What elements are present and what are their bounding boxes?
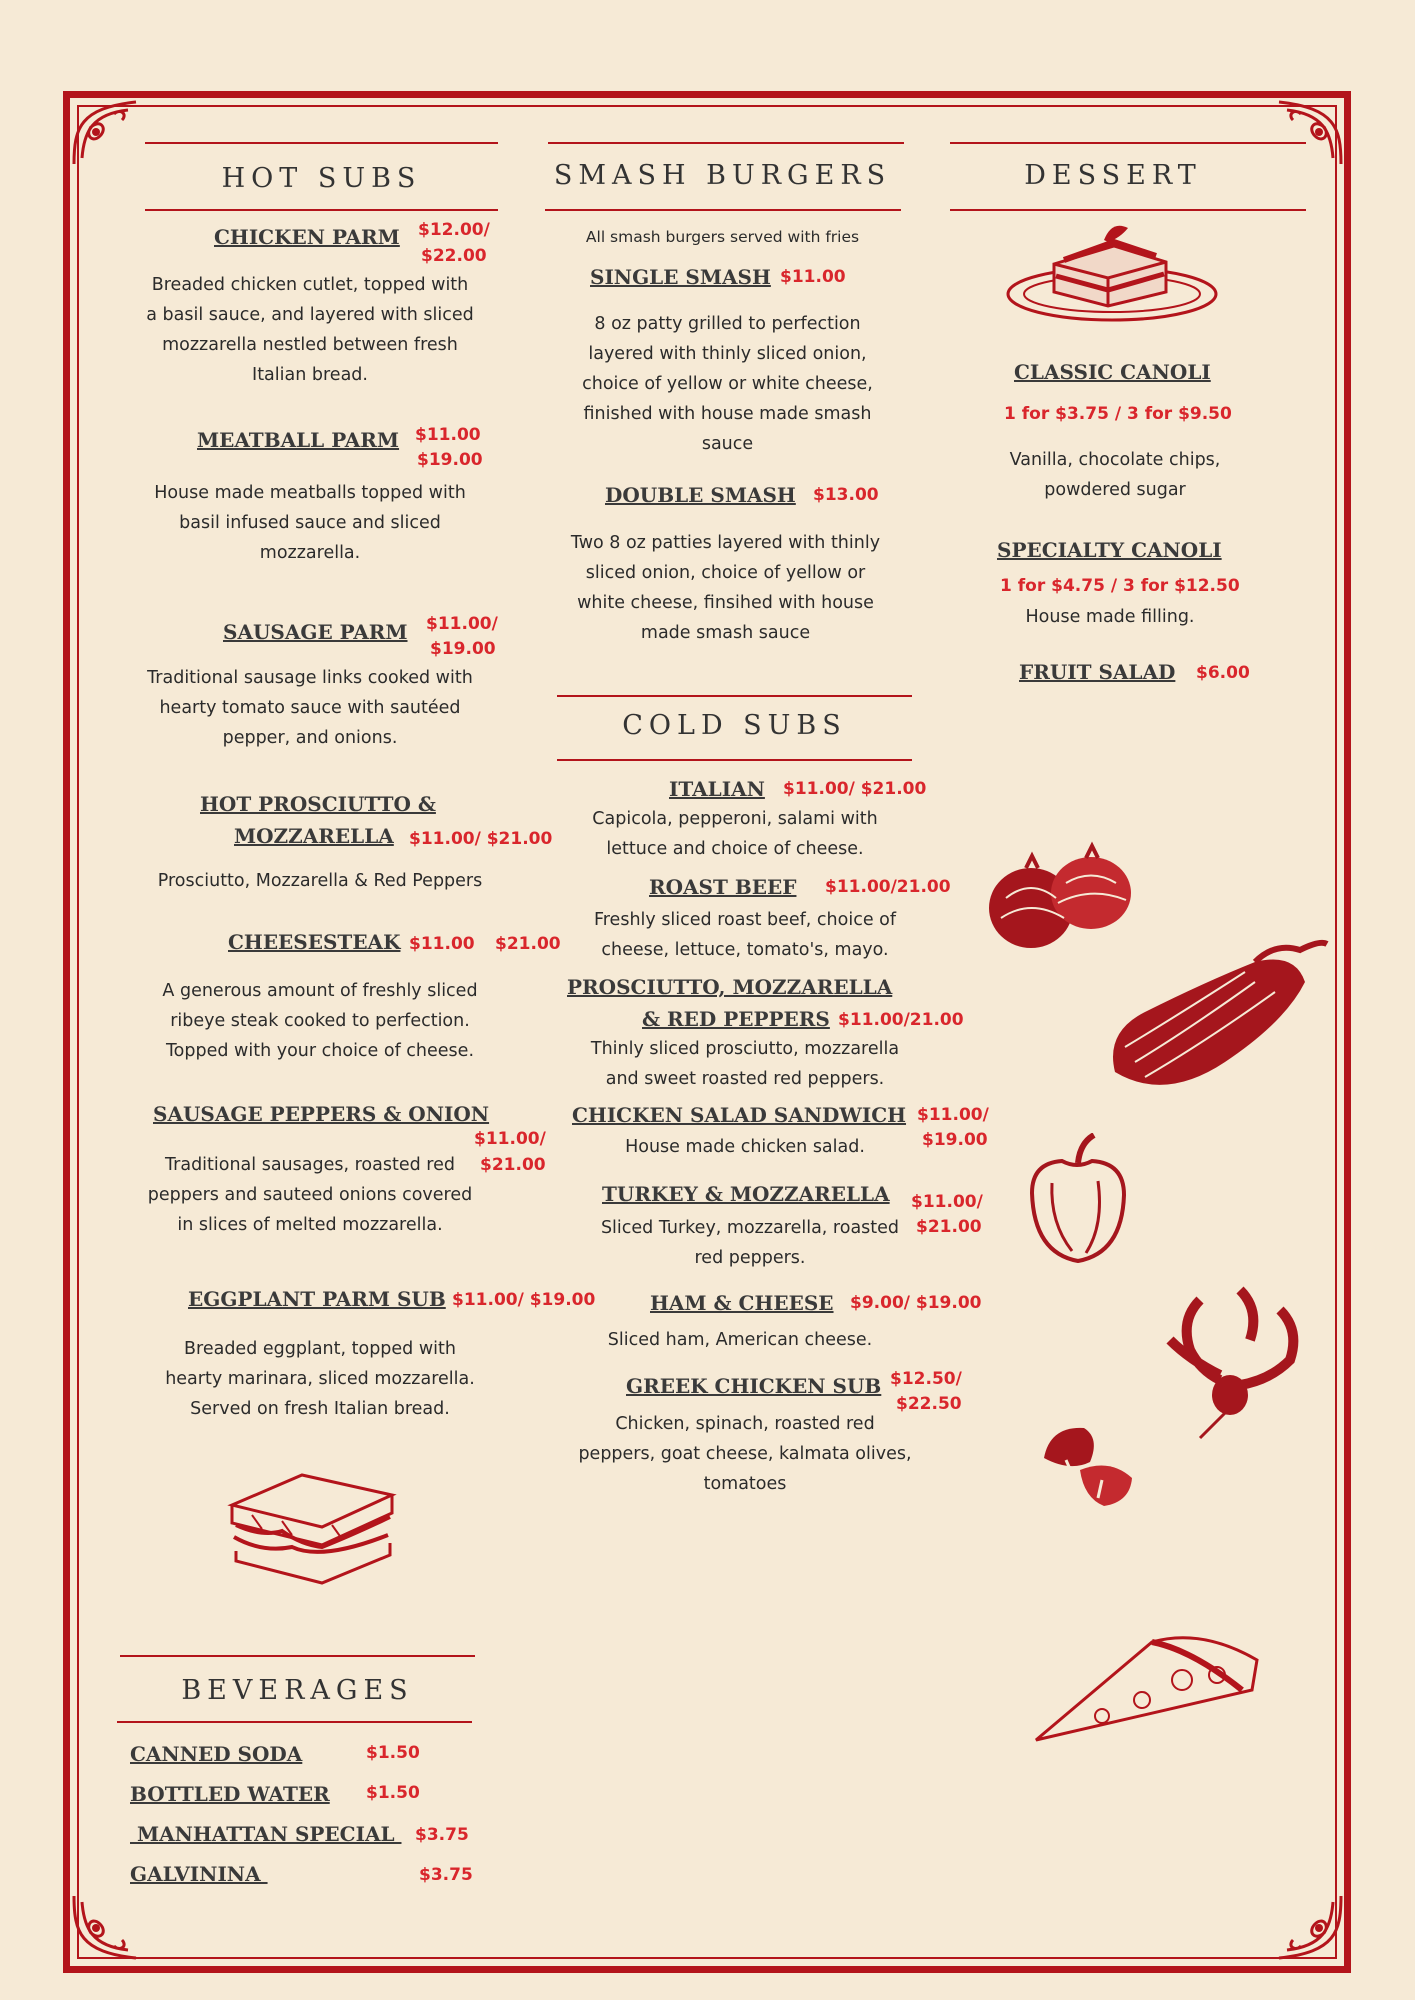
section-rule	[117, 1721, 472, 1723]
specialty-canoli-price: 1 for $4.75 / 3 for $12.50	[1000, 576, 1240, 596]
double-smash-price: $13.00	[813, 485, 879, 505]
chicken-parm-price: $12.00/	[418, 220, 490, 240]
ornament-corner-icon	[70, 1892, 140, 1962]
sausage-peppers-onion-price-2: $21.00	[480, 1155, 546, 1175]
section-rule	[557, 695, 912, 697]
fruit-salad-name: FRUIT SALAD	[1019, 660, 1176, 684]
manhattan-special-name: MANHATTAN SPECIAL	[130, 1822, 402, 1846]
bottled-water-name: BOTTLED WATER	[130, 1782, 330, 1806]
beverages-title: BEVERAGES	[181, 1675, 414, 1706]
cold-subs-title: COLD SUBS	[622, 710, 847, 741]
double-smash-name: DOUBLE SMASH	[605, 483, 796, 507]
canned-soda-name: CANNED SODA	[130, 1742, 303, 1766]
dessert-title: DESSERT	[1024, 160, 1202, 191]
sausage-peppers-onion-description: Traditional sausages, roasted red peppers and sauteed onions covered in slices of melted mozzarella.	[147, 1155, 473, 1235]
manhattan-special-price: $3.75	[415, 1825, 469, 1845]
bottled-water-price: $1.50	[366, 1783, 420, 1803]
roast-beef-description: Freshly sliced roast beef, choice of cheese, lettuce, tomato's, mayo.	[593, 910, 897, 960]
cheesesteak-description: A generous amount of freshly sliced ribeye steak cooked to perfection. Topped with your choice of cheese.	[162, 981, 478, 1061]
specialty-canoli-description: House made filling.	[1025, 607, 1195, 627]
sausage-peppers-onion-name: SAUSAGE PEPPERS & ONION	[153, 1102, 490, 1126]
hot-prosciutto-price: $11.00/ $21.00	[409, 829, 553, 849]
turkey-mozzarella-price-2: $21.00	[916, 1217, 982, 1237]
section-rule	[950, 209, 1306, 211]
prosciutto-mozzarella-name-2: & RED PEPPERS	[642, 1007, 830, 1031]
ham-cheese-name: HAM & CHEESE	[650, 1291, 834, 1315]
section-rule	[120, 1655, 475, 1657]
meatball-parm-name: MEATBALL PARM	[197, 428, 400, 452]
eggplant-icon	[1105, 932, 1330, 1106]
single-smash-name: SINGLE SMASH	[590, 265, 771, 289]
ham-cheese-description: Sliced ham, American cheese.	[607, 1330, 873, 1350]
chicken-salad-sandwich-name: CHICKEN SALAD SANDWICH	[572, 1103, 907, 1127]
ornament-corner-icon	[1275, 98, 1345, 168]
italian-price: $11.00/ $21.00	[783, 779, 927, 799]
turkey-mozzarella-name: TURKEY & MOZZARELLA	[602, 1182, 890, 1206]
section-rule	[950, 142, 1306, 144]
eggplant-parm-price: $11.00/ $19.00	[452, 1290, 596, 1310]
classic-canoli-price: 1 for $3.75 / 3 for $9.50	[1004, 404, 1232, 424]
beet-icon	[1160, 1280, 1310, 1444]
section-rule	[557, 759, 912, 761]
cheesesteak-price-2: $21.00	[495, 934, 561, 954]
hot-prosciutto-description: Prosciutto, Mozzarella & Red Peppers	[157, 871, 483, 891]
section-rule	[545, 209, 901, 211]
chicken-parm-price-2: $22.00	[421, 246, 487, 266]
sausage-parm-price-2: $19.00	[430, 639, 496, 659]
cake-icon	[1004, 216, 1224, 330]
chicken-parm-name: CHICKEN PARM	[214, 225, 400, 249]
galvinina-price: $3.75	[419, 1865, 473, 1885]
double-smash-description: Two 8 oz patties layered with thinly sliced onion, choice of yellow or white cheese, finsihed with house made smash sauce	[570, 533, 881, 643]
prosciutto-mozzarella-description: Thinly sliced prosciutto, mozzarella and sweet roasted red peppers.	[590, 1039, 900, 1089]
hot-prosciutto-name-2: MOZZARELLA	[234, 824, 394, 848]
prosciutto-mozzarella-price: $11.00/21.00	[838, 1010, 964, 1030]
mushroom-icon	[1040, 1418, 1140, 1512]
hot-prosciutto-name: HOT PROSCIUTTO &	[200, 792, 436, 816]
chicken-parm-description: Breaded chicken cutlet, topped with a basil sauce, and layered with sliced mozzarella nestled between fresh Italian bread.	[146, 275, 474, 385]
galvinina-name: GALVININA	[130, 1862, 268, 1886]
greek-chicken-sub-price: $12.50/	[890, 1369, 962, 1389]
bell-pepper-icon	[1022, 1133, 1132, 1267]
chicken-salad-sandwich-price: $11.00/	[917, 1105, 989, 1125]
eggplant-parm-name: EGGPLANT PARM SUB	[188, 1287, 446, 1311]
turkey-mozzarella-description: Sliced Turkey, mozzarella, roasted red peppers.	[600, 1218, 900, 1268]
section-rule	[145, 209, 498, 211]
roast-beef-price: $11.00/21.00	[825, 877, 951, 897]
ornament-corner-icon	[70, 98, 140, 168]
meatball-parm-price-2: $19.00	[417, 450, 483, 470]
italian-name: ITALIAN	[669, 777, 765, 801]
single-smash-price: $11.00	[780, 267, 846, 287]
fruit-salad-price: $6.00	[1196, 663, 1250, 683]
cheesesteak-price: $11.00	[409, 934, 475, 954]
sausage-parm-price: $11.00/	[426, 614, 498, 634]
meatball-parm-price: $11.00	[415, 425, 481, 445]
single-smash-description: 8 oz patty grilled to perfection layered with thinly sliced onion, choice of yellow or white cheese, finished with house made smash sauce	[582, 314, 873, 454]
greek-chicken-sub-price-2: $22.50	[896, 1394, 962, 1414]
roast-beef-name: ROAST BEEF	[649, 875, 797, 899]
classic-canoli-name: CLASSIC CANOLI	[1014, 360, 1211, 384]
pizza-slice-icon	[1032, 1620, 1262, 1749]
ham-cheese-price: $9.00/ $19.00	[850, 1293, 982, 1313]
classic-canoli-description: Vanilla, chocolate chips, powdered sugar	[1009, 450, 1221, 500]
italian-description: Capicola, pepperoni, salami with lettuce and choice of cheese.	[592, 809, 878, 859]
smash-burgers-note: All smash burgers served with fries	[585, 228, 860, 246]
hot-subs-title: HOT SUBS	[221, 163, 422, 194]
sausage-parm-name: SAUSAGE PARM	[223, 620, 408, 644]
canned-soda-price: $1.50	[366, 1743, 420, 1763]
section-rule	[548, 142, 904, 144]
greek-chicken-sub-name: GREEK CHICKEN SUB	[626, 1374, 882, 1398]
section-rule	[145, 142, 498, 144]
meatball-parm-description: House made meatballs topped with basil infused sauce and sliced mozzarella.	[154, 483, 466, 563]
sandwich-icon	[222, 1465, 402, 1594]
turkey-mozzarella-price: $11.00/	[911, 1192, 983, 1212]
prosciutto-mozzarella-name: PROSCIUTTO, MOZZARELLA	[567, 975, 893, 999]
cheesesteak-name: CHEESESTEAK	[228, 930, 401, 954]
smash-burgers-title: SMASH BURGERS	[553, 160, 892, 191]
chicken-salad-sandwich-description: House made chicken salad.	[625, 1137, 865, 1157]
specialty-canoli-name: SPECIALTY CANOLI	[997, 538, 1222, 562]
sausage-peppers-onion-price: $11.00/	[474, 1129, 546, 1149]
ornament-corner-icon	[1275, 1892, 1345, 1962]
eggplant-parm-description: Breaded eggplant, topped with hearty marinara, sliced mozzarella. Served on fresh Italian bread.	[165, 1339, 475, 1419]
chicken-salad-sandwich-price-2: $19.00	[922, 1130, 988, 1150]
greek-chicken-sub-description: Chicken, spinach, roasted red peppers, goat cheese, kalmata olives, tomatoes	[578, 1414, 912, 1494]
sausage-parm-description: Traditional sausage links cooked with hearty tomato sauce with sautéed pepper, and onions.	[147, 668, 473, 748]
